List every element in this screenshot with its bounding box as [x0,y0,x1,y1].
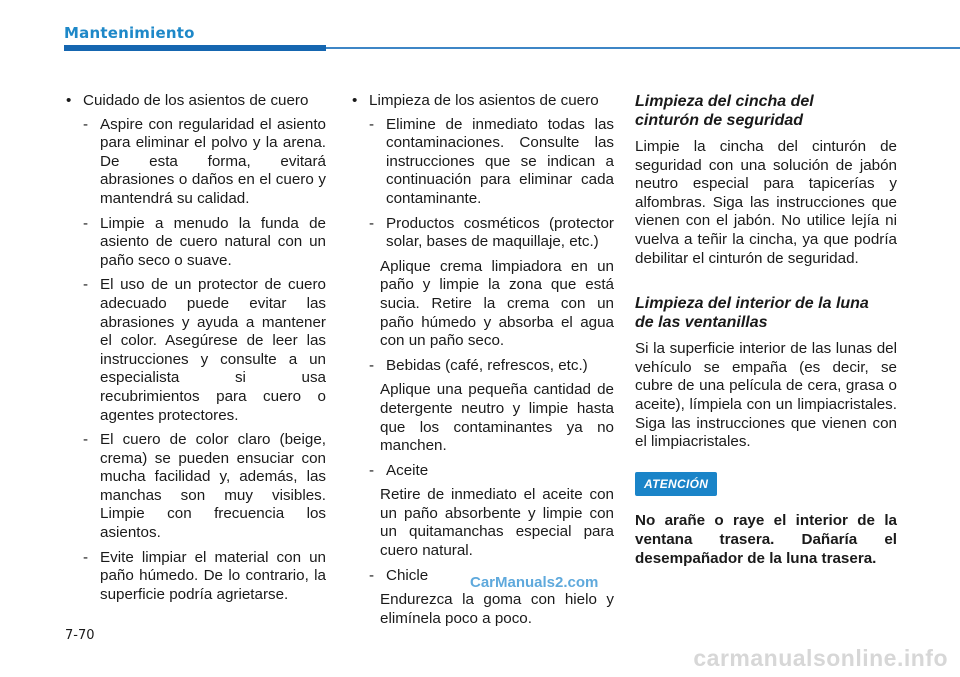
list-item: - Evite limpiar el material con un paño húmedo. De lo contrario, la superficie podría agrietarse. [83,548,326,603]
watermark: CarManuals2.com [470,574,599,591]
caution-text: No arañe o raye el interior de la ventana trasera. Dañaría el desempañador de la luna trasera. [635,512,897,567]
bullet-leather-care [66,92,326,111]
list-item: - El cuero de color claro (beige, crema) se pueden ensuciar con mucha facilidad y, además, las manchas son muy visibles. Limpie con frecuencia los asientos. [83,431,326,542]
paragraph-window: Si la superficie interior de las lunas del vehículo se empaña (es decir, se cubre de una película de cera, grasa o aceite), límpiela con un limpiacristales. Siga las instrucciones que vienen con el limpiacristales. [635,340,897,451]
list-item-detail: Aplique una pequeña cantidad de detergente neutro y limpie hasta que los contaminantes ya no manchen. [380,381,614,455]
heading-seatbelt-cleaning: Limpieza del cincha del cinturón de seguridad [635,93,814,129]
list-item-detail: Aplique crema limpiadora en un paño y limpie la zona que está sucia. Retire la crema con un paño húmedo y absorba el agua con un paño seco. [380,257,614,350]
list-item: - Aceite [369,461,429,479]
footer-watermark: carmanualsonline.info [693,645,948,671]
caution-badge: ATENCIÓN [635,472,717,497]
header-rule-thin [326,47,960,49]
bullet-text: Cuidado de los asientos de cuero [83,92,309,109]
column-1 [66,92,326,610]
list-item: - Chicle [369,566,429,584]
list-item: - Productos cosméticos (protector solar, bases de maquillaje, etc.) [369,214,614,251]
paragraph-seatbelt: Limpie la cincha del cinturón de seguridad con una solución de jabón neutro especial para tapicerías y alfombras. Siga las instrucciones que vienen con el jabón. No utilice lejía ni vuelva a teñir la cincha, ya que podría debilitar el cinturón de seguridad. [635,138,897,267]
bullet-dot-icon: • [66,92,72,109]
list-item: - Bebidas (café, refrescos, etc.) [369,356,588,374]
list-item: - El uso de un protector de cuero adecuado puede evitar las abrasiones y ayuda a mantener el color. Asegúrese de leer las instrucciones y consulte a un especialista si usa recubrimientos para cuero o agentes protectores. [83,276,326,424]
bullet-dot-icon: • [352,92,358,109]
header-rule-thick [64,45,326,51]
list-item-detail: Endurezca la goma con hielo y elimínela poco a poco. [380,591,614,627]
section-title: Mantenimiento [64,24,195,42]
column-3 [635,92,897,568]
page-number: 7-70 [65,628,95,643]
bullet-leather-cleaning [352,92,614,111]
heading-window-cleaning: Limpieza del interior de la luna de las ventanillas [635,295,869,332]
list-item-detail: Retire de inmediato el aceite con un paño absorbente y limpie con un quitamanchas especial para cuero natural. [380,486,614,560]
list-item: - Aspire con regularidad el asiento para eliminar el polvo y la arena. De esta forma, evitará abrasiones o daños en el cuero y mantendrá su calidad. [83,115,326,207]
list-item: - Limpie a menudo la funda de asiento de cuero natural con un paño seco o suave. [83,214,326,269]
list-item: - Elimine de inmediato todas las contaminaciones. Consulte las instrucciones que se indican a continuación para eliminar cada contaminante. [369,115,614,207]
column-2 [352,92,614,634]
bullet-text: Limpieza de los asientos de cuero [369,92,599,109]
